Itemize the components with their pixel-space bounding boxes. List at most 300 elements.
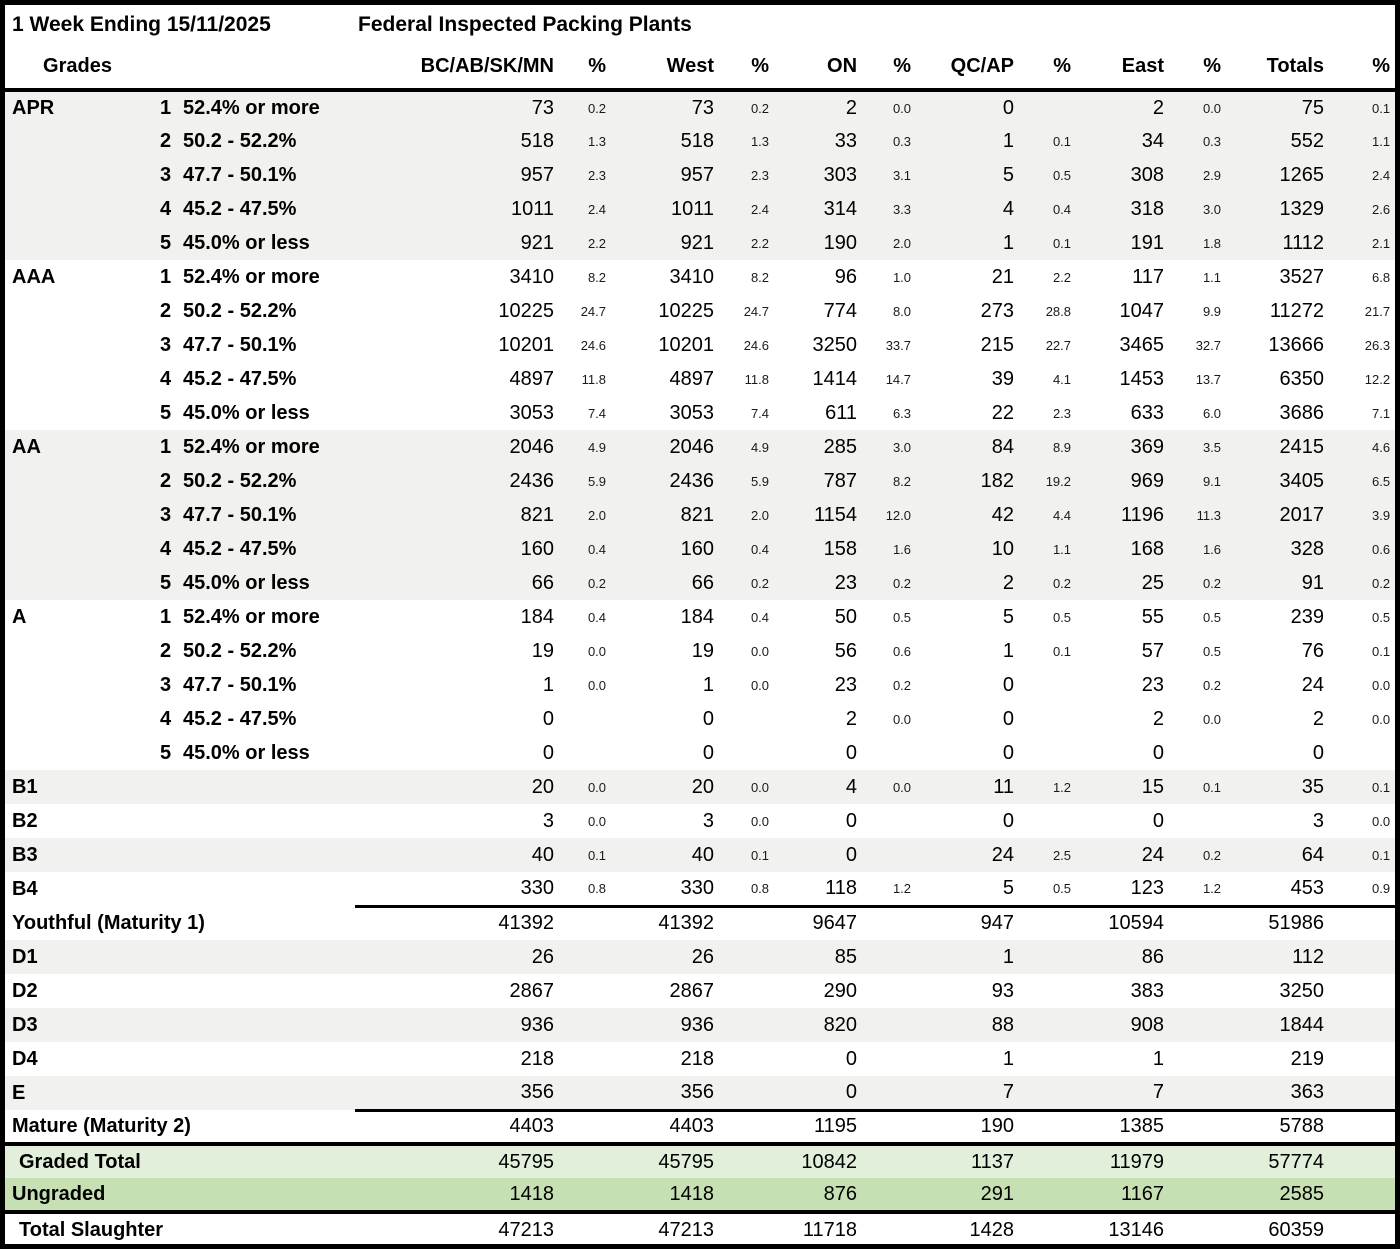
cell-count: 39 <box>991 367 1015 390</box>
cell-count: 1196 <box>1121 503 1165 526</box>
subgrade-range: 45.0% or less <box>183 571 310 594</box>
cell-count: 60359 <box>1268 1218 1325 1241</box>
grade-label <box>5 328 150 362</box>
cell-count: 1428 <box>969 1218 1015 1241</box>
cell-percent <box>720 702 778 736</box>
cell-count: 88 <box>991 1013 1015 1036</box>
cell-count: 3405 <box>1279 469 1325 492</box>
table-row <box>5 906 1395 940</box>
cell-percent: 28.8 <box>1045 303 1072 319</box>
cell-count: 47213 <box>498 1218 555 1241</box>
subgrade-range: 50.2 - 52.2% <box>183 639 297 662</box>
cell-count: 3410 <box>669 265 715 288</box>
cell-percent: 8.2 <box>750 269 770 285</box>
cell-percent: 0.1 <box>1371 100 1391 116</box>
cell-count: 2585 <box>1230 1178 1330 1212</box>
table-row <box>5 396 1395 430</box>
cell-percent: 0.0 <box>587 779 607 795</box>
subgrade-label <box>150 90 355 124</box>
table-row <box>5 838 1395 872</box>
cell-percent <box>863 1212 920 1246</box>
column-header-pct-1: % <box>560 45 615 90</box>
cell-count: 3250 <box>812 333 858 356</box>
row-label: B2 <box>12 809 38 832</box>
cell-percent: 9.1 <box>1202 473 1222 489</box>
cell-count: 6350 <box>1279 367 1325 390</box>
cell-count: 112 <box>1292 945 1325 968</box>
cell-percent: 24.6 <box>743 337 770 353</box>
cell-percent: 2.5 <box>1052 847 1072 863</box>
cell-percent: 0.2 <box>1371 575 1391 591</box>
cell-percent <box>720 1008 778 1042</box>
cell-count: 774 <box>823 299 858 322</box>
subgrade-label <box>150 600 355 634</box>
cell-percent: 1.6 <box>892 541 912 557</box>
cell-count: 0 <box>1002 809 1015 832</box>
cell-percent: 0.2 <box>1052 575 1072 591</box>
subgrade-label <box>150 566 355 600</box>
cell-percent: 19.2 <box>1045 473 1072 489</box>
cell-count: 41392 <box>615 906 720 940</box>
cell-percent: 5.9 <box>750 473 770 489</box>
cell-count: 160 <box>520 537 555 560</box>
cell-count: 47213 <box>658 1218 715 1241</box>
cell-count: 821 <box>520 503 555 526</box>
cell-percent: 32.7 <box>1195 337 1222 353</box>
grade-label <box>5 226 150 260</box>
column-header-pct-2: % <box>720 45 778 90</box>
cell-count: 2046 <box>669 435 715 458</box>
grade-label: AAA <box>12 265 56 288</box>
cell-percent: 0.4 <box>750 541 770 557</box>
cell-count: 9647 <box>778 906 863 940</box>
row-label: Mature (Maturity 2) <box>12 1114 191 1137</box>
cell-percent: 0.2 <box>892 677 912 693</box>
cell-percent: 33.7 <box>885 337 912 353</box>
cell-percent: 0.5 <box>1052 609 1072 625</box>
grade-label <box>5 736 150 770</box>
subgrade-number: 3 <box>160 333 172 356</box>
cell-count: 1 <box>1002 945 1015 968</box>
cell-count: 51986 <box>1230 906 1330 940</box>
cell-percent: 0.0 <box>750 813 770 829</box>
grade-label <box>5 192 150 226</box>
grade-label <box>5 124 150 158</box>
cell-count: 23 <box>834 571 858 594</box>
cell-percent: 2.3 <box>1052 405 1072 421</box>
cell-count: 35 <box>1301 775 1325 798</box>
cell-percent <box>1020 668 1080 702</box>
cell-count: 218 <box>680 1047 715 1070</box>
cell-count: 291 <box>920 1178 1020 1212</box>
cell-percent: 7.4 <box>750 405 770 421</box>
subgrade-range: 47.7 - 50.1% <box>183 333 297 356</box>
cell-percent: 2.2 <box>1052 269 1072 285</box>
cell-percent <box>1170 736 1230 770</box>
cell-count: 191 <box>1130 231 1165 254</box>
table-row <box>5 1076 1395 1110</box>
cell-percent <box>1330 1144 1395 1178</box>
table-row <box>5 872 1395 906</box>
grade-label <box>5 702 150 736</box>
grade-label <box>5 294 150 328</box>
cell-percent <box>1020 974 1080 1008</box>
cell-percent: 0.1 <box>1052 235 1072 251</box>
cell-percent <box>1170 1008 1230 1042</box>
cell-percent: 0.2 <box>587 575 607 591</box>
cell-percent: 1.2 <box>1052 779 1072 795</box>
report-title: Federal Inspected Packing Plants <box>358 13 692 36</box>
cell-count: 64 <box>1301 843 1325 866</box>
cell-percent: 0.0 <box>1202 711 1222 727</box>
cell-count: 26 <box>531 945 555 968</box>
cell-count: 308 <box>1130 163 1165 186</box>
cell-percent <box>1020 1076 1080 1110</box>
cell-percent: 1.3 <box>750 133 770 149</box>
cell-percent: 0.2 <box>1202 677 1222 693</box>
cell-percent: 0.4 <box>587 541 607 557</box>
cell-count: 7 <box>1002 1080 1015 1103</box>
cell-count: 5 <box>1002 876 1015 899</box>
cell-percent <box>1170 1042 1230 1076</box>
cell-count: 86 <box>1141 945 1165 968</box>
cell-percent: 8.9 <box>1052 439 1072 455</box>
cell-percent: 0.0 <box>892 779 912 795</box>
cell-count: 921 <box>680 231 715 254</box>
cell-count: 936 <box>520 1013 555 1036</box>
table-row <box>5 1212 1395 1246</box>
data-table <box>5 5 1395 1246</box>
cell-percent: 3.1 <box>892 167 912 183</box>
cell-count: 42 <box>991 503 1015 526</box>
cell-count: 84 <box>991 435 1015 458</box>
cell-count: 96 <box>834 265 858 288</box>
cell-percent <box>1330 736 1395 770</box>
subgrade-number: 1 <box>160 265 172 288</box>
subgrade-label <box>150 736 355 770</box>
cell-percent: 9.9 <box>1202 303 1222 319</box>
cell-count: 0 <box>845 1047 858 1070</box>
cell-count: 936 <box>680 1013 715 1036</box>
grade-label <box>5 532 150 566</box>
cell-percent <box>1330 1042 1395 1076</box>
cell-percent: 2.0 <box>587 507 607 523</box>
cell-count: 2 <box>845 707 858 730</box>
cell-count: 356 <box>520 1080 555 1103</box>
cell-count: 1 <box>702 673 715 696</box>
subgrade-number: 5 <box>160 401 172 424</box>
table-row <box>5 192 1395 226</box>
cell-count: 876 <box>778 1178 863 1212</box>
table-row <box>5 158 1395 192</box>
table-row <box>5 498 1395 532</box>
cell-percent <box>863 1008 920 1042</box>
grade-label <box>5 158 150 192</box>
cell-count: 611 <box>825 401 858 424</box>
cell-percent: 0.1 <box>1371 847 1391 863</box>
cell-count: 314 <box>823 197 858 220</box>
cell-count: 3053 <box>669 401 715 424</box>
cell-count: 23 <box>834 673 858 696</box>
cell-count: 0 <box>542 707 555 730</box>
cell-percent <box>720 1178 778 1212</box>
subgrade-label <box>150 464 355 498</box>
cell-percent: 7.4 <box>587 405 607 421</box>
cell-count: 957 <box>680 163 715 186</box>
cell-count: 330 <box>520 876 555 899</box>
table-row <box>5 1008 1395 1042</box>
cell-percent <box>863 940 920 974</box>
cell-percent <box>863 906 920 940</box>
cell-percent: 0.1 <box>1371 779 1391 795</box>
subgrade-range: 52.4% or more <box>183 435 320 458</box>
grade-label <box>5 634 150 668</box>
cell-count: 1167 <box>1080 1178 1170 1212</box>
cell-count: 1453 <box>1119 367 1165 390</box>
cell-count: 10201 <box>658 333 715 356</box>
cell-percent: 0.0 <box>1371 813 1391 829</box>
cell-percent: 26.3 <box>1364 337 1391 353</box>
cell-count: 820 <box>823 1013 858 1036</box>
row-label: Ungraded <box>5 1178 355 1212</box>
column-header-spacer <box>150 45 355 90</box>
cell-percent <box>560 906 615 940</box>
cell-percent: 0.1 <box>1202 779 1222 795</box>
cell-percent: 2.6 <box>1371 201 1391 217</box>
cell-count: 3 <box>542 809 555 832</box>
cell-count: 0 <box>702 707 715 730</box>
cell-count: 5 <box>1002 605 1015 628</box>
cell-percent <box>1020 906 1080 940</box>
cell-count: 3053 <box>509 401 555 424</box>
cell-percent <box>863 838 920 872</box>
cell-count: 57774 <box>1230 1144 1330 1178</box>
cell-count: 40 <box>531 843 555 866</box>
subgrade-label <box>150 158 355 192</box>
title-row <box>5 5 1395 45</box>
cell-percent <box>1170 1212 1230 1246</box>
cell-count: 24 <box>991 843 1015 866</box>
cell-count: 787 <box>823 469 858 492</box>
cell-percent <box>720 974 778 1008</box>
subgrade-number: 4 <box>160 537 172 560</box>
cell-percent <box>1170 1110 1230 1144</box>
subgrade-number: 1 <box>160 96 172 119</box>
table-row <box>5 804 1395 838</box>
cell-percent <box>1170 906 1230 940</box>
cell-percent: 0.5 <box>1202 643 1222 659</box>
table-row <box>5 974 1395 1008</box>
cell-percent <box>1330 940 1395 974</box>
cell-percent: 0.0 <box>750 643 770 659</box>
row-label: Youthful (Maturity 1) <box>12 911 205 934</box>
cell-count: 19 <box>531 639 555 662</box>
cell-percent: 1.2 <box>1202 880 1222 896</box>
cell-percent <box>560 974 615 1008</box>
subgrade-label <box>150 634 355 668</box>
grade-label <box>5 464 150 498</box>
cell-count: 303 <box>823 163 858 186</box>
cell-count: 969 <box>1130 469 1165 492</box>
cell-count: 4 <box>845 775 858 798</box>
cell-count: 2 <box>1312 707 1325 730</box>
cell-percent <box>1330 1178 1395 1212</box>
cell-count: 85 <box>834 945 858 968</box>
cell-percent <box>1330 1110 1395 1144</box>
cell-count: 40 <box>691 843 715 866</box>
cell-percent: 2.4 <box>587 201 607 217</box>
cell-percent <box>863 1042 920 1076</box>
cell-count: 20 <box>531 775 555 798</box>
cell-count: 45795 <box>615 1144 720 1178</box>
cell-percent: 0.4 <box>587 609 607 625</box>
cell-percent: 0.0 <box>1371 677 1391 693</box>
cell-percent <box>560 1076 615 1110</box>
subgrade-number: 2 <box>160 639 172 662</box>
cell-count: 330 <box>680 876 715 899</box>
cell-percent: 12.2 <box>1364 371 1391 387</box>
subgrade-label <box>150 498 355 532</box>
cell-percent: 0.3 <box>1202 133 1222 149</box>
table-row <box>5 1042 1395 1076</box>
cell-count: 2867 <box>509 979 555 1002</box>
cell-percent: 8.0 <box>892 303 912 319</box>
cell-count: 13666 <box>1268 333 1325 356</box>
cell-count: 518 <box>520 129 555 152</box>
cell-percent <box>560 1110 615 1144</box>
row-label: D1 <box>12 945 38 968</box>
cell-percent: 0.0 <box>587 643 607 659</box>
cell-percent: 4.6 <box>1371 439 1391 455</box>
table-row <box>5 1178 1395 1212</box>
cell-count: 239 <box>1290 605 1325 628</box>
cell-percent: 24.7 <box>580 303 607 319</box>
row-label: B4 <box>12 877 38 900</box>
table-row <box>5 1144 1395 1178</box>
cell-count: 1 <box>542 673 555 696</box>
cell-count: 356 <box>680 1080 715 1103</box>
subgrade-range: 52.4% or more <box>183 605 320 628</box>
cell-count: 1418 <box>355 1178 560 1212</box>
cell-percent <box>1170 940 1230 974</box>
cell-count: 2436 <box>509 469 555 492</box>
cell-percent: 0.0 <box>892 100 912 116</box>
row-label: D3 <box>12 1013 38 1036</box>
cell-percent <box>720 736 778 770</box>
cell-percent: 5.9 <box>587 473 607 489</box>
cell-count: 2436 <box>669 469 715 492</box>
cell-percent: 0.6 <box>892 643 912 659</box>
cell-count: 3410 <box>509 265 555 288</box>
table-row <box>5 430 1395 464</box>
cell-count: 11718 <box>802 1218 858 1241</box>
cell-percent: 1.0 <box>892 269 912 285</box>
cell-count: 1011 <box>671 197 715 220</box>
cell-percent: 0.5 <box>892 609 912 625</box>
cell-count: 190 <box>823 231 858 254</box>
cell-count: 20 <box>691 775 715 798</box>
cell-count: 56 <box>834 639 858 662</box>
cell-count: 218 <box>520 1047 555 1070</box>
cell-percent: 2.3 <box>587 167 607 183</box>
cell-count: 10842 <box>778 1144 863 1178</box>
cell-percent: 24.6 <box>580 337 607 353</box>
subgrade-range: 45.2 - 47.5% <box>183 707 297 730</box>
cell-count: 10 <box>991 537 1015 560</box>
row-label: B3 <box>12 843 38 866</box>
cell-percent <box>863 1076 920 1110</box>
table-row <box>5 770 1395 804</box>
cell-count: 1112 <box>1282 231 1325 254</box>
cell-percent: 1.2 <box>892 880 912 896</box>
cell-percent <box>720 940 778 974</box>
subgrade-label <box>150 532 355 566</box>
column-header-pct-6: % <box>1330 45 1395 90</box>
cell-count: 369 <box>1130 435 1165 458</box>
row-label: Total Slaughter <box>19 1218 164 1241</box>
cell-count: 57 <box>1141 639 1165 662</box>
cell-count: 4403 <box>615 1110 720 1144</box>
cell-count: 0 <box>542 741 555 764</box>
column-header-on: ON <box>778 45 863 90</box>
cell-percent: 0.0 <box>750 677 770 693</box>
subgrade-label <box>150 260 355 294</box>
table-row <box>5 362 1395 396</box>
cell-percent <box>1020 804 1080 838</box>
cell-count: 123 <box>1130 876 1165 899</box>
cell-count: 15 <box>1141 775 1165 798</box>
cell-percent: 0.9 <box>1371 880 1391 896</box>
cell-percent: 0.8 <box>750 880 770 896</box>
cell-count: 215 <box>980 333 1015 356</box>
cell-count: 7 <box>1152 1080 1165 1103</box>
cell-count: 552 <box>1290 129 1325 152</box>
cell-percent: 1.1 <box>1371 133 1391 149</box>
cell-percent: 8.2 <box>587 269 607 285</box>
cell-percent: 0.0 <box>1371 711 1391 727</box>
cell-percent <box>720 1110 778 1144</box>
cell-count: 0 <box>1002 741 1015 764</box>
cell-percent: 0.0 <box>587 813 607 829</box>
table-row <box>5 736 1395 770</box>
table-row <box>5 328 1395 362</box>
cell-percent <box>863 736 920 770</box>
cell-count: 45795 <box>355 1144 560 1178</box>
cell-count: 1 <box>1002 1047 1015 1070</box>
cell-count: 2 <box>845 96 858 119</box>
cell-count: 33 <box>834 129 858 152</box>
column-header-pct-3: % <box>863 45 920 90</box>
cell-count: 908 <box>1130 1013 1165 1036</box>
cell-count: 1 <box>1002 231 1015 254</box>
grade-label: AA <box>12 435 41 458</box>
subgrade-range: 52.4% or more <box>183 265 320 288</box>
column-header-east: East <box>1080 45 1170 90</box>
cell-count: 4403 <box>355 1110 560 1144</box>
cell-percent: 0.2 <box>750 100 770 116</box>
table-row <box>5 124 1395 158</box>
subgrade-label <box>150 226 355 260</box>
cell-percent <box>1170 974 1230 1008</box>
cell-count: 118 <box>825 876 858 899</box>
cell-percent <box>560 1144 615 1178</box>
cell-count: 168 <box>1130 537 1165 560</box>
cell-count: 0 <box>1002 707 1015 730</box>
subgrade-label <box>150 192 355 226</box>
cell-percent: 0.3 <box>892 133 912 149</box>
cell-count: 1 <box>1002 639 1015 662</box>
subgrade-number: 4 <box>160 707 172 730</box>
